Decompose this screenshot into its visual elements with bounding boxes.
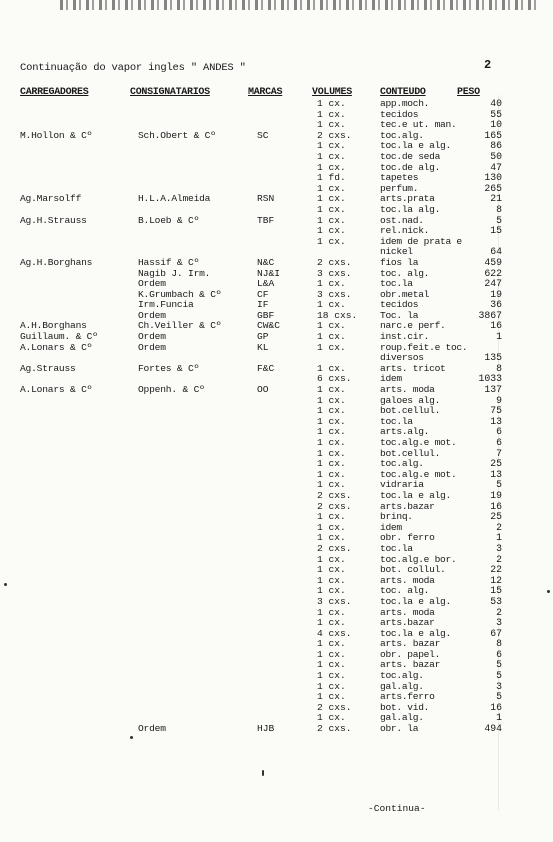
volumes-cell: 1 cx.	[317, 479, 346, 491]
volumes-cell: 3 cxs.	[317, 288, 352, 300]
weight-cell: 2	[496, 606, 502, 618]
mark-cell: HJB	[257, 723, 275, 735]
shipper-cell: M.Hollon & Cº	[20, 129, 93, 141]
shipper-cell: A.H.Borghans	[20, 320, 87, 332]
mark-cell: F&C	[257, 362, 275, 374]
weight-cell: 135	[484, 352, 502, 364]
table-row	[0, 173, 553, 184]
volumes-cell: 1 cx.	[317, 119, 346, 131]
table-row	[0, 427, 553, 438]
volumes-cell: 1 cx.	[317, 299, 346, 311]
contents-cell: gal.alg.	[380, 712, 424, 724]
scan-speck	[262, 770, 264, 776]
volumes-cell: 1 cx.	[317, 98, 346, 109]
contents-cell: arts.prata	[380, 193, 435, 205]
weight-cell: 22	[490, 564, 502, 576]
weight-cell: 13	[490, 415, 502, 427]
volumes-cell: 1 cx.	[317, 585, 346, 597]
contents-cell: arts.alg.	[380, 426, 430, 438]
weight-cell: 6	[496, 648, 502, 660]
volumes-cell: 1 cx.	[317, 415, 346, 427]
contents-cell: toc.de alg.	[380, 161, 441, 173]
contents-cell: bot. vid.	[380, 701, 430, 713]
consignee-cell: H.L.A.Almeida	[138, 193, 211, 205]
table-row	[0, 533, 553, 544]
volumes-cell: 1 cx.	[317, 712, 346, 724]
volumes-cell: 1 cx.	[317, 680, 346, 692]
contents-cell: bot.cellul.	[380, 405, 441, 417]
contents-cell: toc.alg.	[380, 458, 424, 470]
consignee-cell: Ordem	[138, 341, 166, 353]
contents-cell: perfum.	[380, 182, 419, 194]
table-row	[0, 353, 553, 364]
weight-cell: 16	[490, 500, 502, 512]
table-row	[0, 523, 553, 534]
contents-cell: toc.alg.	[380, 129, 424, 141]
mark-cell: GBF	[257, 309, 275, 321]
weight-cell: 2	[496, 521, 502, 533]
table-row	[0, 586, 553, 597]
table-row	[0, 512, 553, 523]
volumes-cell: 2 cxs.	[317, 723, 352, 735]
table-row	[0, 438, 553, 449]
table-row	[0, 544, 553, 555]
column-header-marcas: MARCAS	[248, 87, 283, 98]
consignee-cell: Ordem	[138, 723, 166, 735]
column-header-peso: PESO	[457, 87, 480, 98]
volumes-cell: 1 cx.	[317, 331, 346, 343]
contents-cell: idem	[380, 521, 402, 533]
table-row	[0, 184, 553, 195]
volumes-cell: 1 cx.	[317, 638, 346, 650]
shipper-cell: Ag.H.Strauss	[20, 214, 87, 226]
table-row	[0, 237, 553, 248]
weight-cell: 3867	[478, 309, 502, 321]
table-row	[0, 131, 553, 142]
table-row	[0, 459, 553, 470]
contents-cell: rel.nick.	[380, 225, 430, 237]
volumes-cell: 2 cxs.	[317, 701, 352, 713]
table-row	[0, 290, 553, 301]
contents-cell: toc.la	[380, 415, 413, 427]
scan-speck	[4, 583, 7, 586]
table-row	[0, 385, 553, 396]
mark-cell: IF	[257, 299, 269, 311]
volumes-cell: 1 cx.	[317, 108, 346, 120]
page-title: Continuação do vapor ingles " ANDES "	[20, 62, 246, 74]
volumes-cell: 1 cx.	[317, 458, 346, 470]
contents-cell: arts. moda	[380, 384, 435, 396]
weight-cell: 165	[484, 129, 502, 141]
contents-cell: galoes alg.	[380, 394, 441, 406]
contents-cell: arts. bazar	[380, 659, 441, 671]
consignee-cell: Sch.Obert & Cº	[138, 129, 216, 141]
consignee-cell: Ch.Veiller & Cº	[138, 320, 222, 332]
table-row	[0, 152, 553, 163]
contents-cell: brinq.	[380, 511, 413, 523]
weight-cell: 40	[490, 98, 502, 109]
contents-cell: arts. tricot	[380, 362, 446, 374]
table-row	[0, 226, 553, 237]
table-row	[0, 449, 553, 460]
weight-cell: 7	[496, 447, 502, 459]
weight-cell: 1033	[478, 373, 502, 385]
contents-cell: roup.feit.e toc.	[380, 341, 468, 353]
weight-cell: 67	[490, 627, 502, 639]
mark-cell: CW&C	[257, 320, 281, 332]
weight-cell: 130	[484, 172, 502, 184]
table-row	[0, 258, 553, 269]
volumes-cell: 1 cx.	[317, 564, 346, 576]
contents-cell: tapetes	[380, 172, 419, 184]
contents-cell: app.moch.	[380, 98, 430, 109]
table-row	[0, 502, 553, 513]
weight-cell: 15	[490, 225, 502, 237]
table-row	[0, 660, 553, 671]
table-row	[0, 713, 553, 724]
contents-cell: arts.ferro	[380, 691, 435, 703]
column-header-volumes: VOLUMES	[312, 87, 352, 98]
table-row	[0, 480, 553, 491]
contents-cell: diversos	[380, 352, 424, 364]
manifest-table	[0, 99, 553, 735]
contents-cell: tec.e ut. man.	[380, 119, 457, 131]
contents-cell: toc.alg.e bor.	[380, 553, 457, 565]
contents-cell: tecidos	[380, 299, 419, 311]
contents-cell: toc.la	[380, 278, 413, 290]
volumes-cell: 1 cx.	[317, 691, 346, 703]
mark-cell: RSN	[257, 193, 275, 205]
weight-cell: 137	[484, 384, 502, 396]
weight-cell: 13	[490, 468, 502, 480]
weight-cell: 1	[496, 712, 502, 724]
column-header-consignatarios: CONSIGNATARIOS	[130, 87, 210, 98]
volumes-cell: 18 cxs.	[317, 309, 358, 321]
weight-cell: 5	[496, 214, 502, 226]
weight-cell: 21	[490, 193, 502, 205]
mark-cell: GP	[257, 331, 269, 343]
consignee-cell: Ordem	[138, 309, 166, 321]
contents-cell: fios la	[380, 256, 419, 268]
shipper-cell: Ag.Strauss	[20, 362, 76, 374]
volumes-cell: 1 cx.	[317, 182, 346, 194]
contents-cell: toc.alg.e mot.	[380, 468, 457, 480]
consignee-cell: B.Loeb & Cº	[138, 214, 200, 226]
volumes-cell: 1 cx.	[317, 659, 346, 671]
volumes-cell: 1 cx.	[317, 362, 346, 374]
table-row	[0, 163, 553, 174]
contents-cell: arts. moda	[380, 606, 435, 618]
contents-cell: idem de prata e	[380, 235, 462, 247]
contents-cell: toc. alg.	[380, 585, 430, 597]
mark-cell: L&A	[257, 278, 275, 290]
consignee-cell: Ordem	[138, 331, 166, 343]
volumes-cell: 1 cx.	[317, 532, 346, 544]
table-row	[0, 671, 553, 682]
weight-cell: 6	[496, 437, 502, 448]
table-row	[0, 194, 553, 205]
volumes-cell: 2 cxs.	[317, 129, 352, 141]
volumes-cell: 3 cxs.	[317, 267, 352, 279]
contents-cell: toc.la e alg.	[380, 140, 451, 152]
weight-cell: 50	[490, 150, 502, 162]
mark-cell: KL	[257, 341, 269, 353]
weight-cell: 16	[490, 701, 502, 713]
volumes-cell: 1 cx.	[317, 617, 346, 629]
table-row	[0, 406, 553, 417]
weight-cell: 53	[490, 595, 502, 607]
weight-cell: 25	[490, 458, 502, 470]
volumes-cell: 1 cx.	[317, 161, 346, 173]
mark-cell: N&C	[257, 256, 275, 268]
table-row	[0, 597, 553, 608]
weight-cell: 55	[490, 108, 502, 120]
volumes-cell: 3 cxs.	[317, 595, 352, 607]
table-row	[0, 300, 553, 311]
volumes-cell: 6 cxs.	[317, 373, 352, 385]
consignee-cell: Hassif & Cº	[138, 256, 200, 268]
volumes-cell: 1 cx.	[317, 468, 346, 480]
table-row	[0, 629, 553, 640]
volumes-cell: 1 cx.	[317, 150, 346, 162]
contents-cell: arts.bazar	[380, 617, 435, 629]
contents-cell: narc.e perf.	[380, 320, 446, 332]
volumes-cell: 1 cx.	[317, 574, 346, 586]
weight-cell: 9	[496, 394, 502, 406]
volumes-cell: 1 cx.	[317, 426, 346, 438]
column-header-carregadores: CARREGADORES	[20, 87, 89, 98]
table-row	[0, 141, 553, 152]
contents-cell: toc.alg.	[380, 670, 424, 682]
weight-cell: 8	[496, 203, 502, 215]
table-row	[0, 703, 553, 714]
table-row	[0, 576, 553, 587]
volumes-cell: 1 cx.	[317, 235, 346, 247]
contents-cell: obr. la	[380, 723, 419, 735]
shipper-cell: Ag.Marsolff	[20, 193, 82, 205]
volumes-cell: 1 cx.	[317, 341, 346, 353]
consignee-cell: Oppenh. & Cº	[138, 384, 205, 396]
weight-cell: 86	[490, 140, 502, 152]
weight-cell: 64	[490, 246, 502, 258]
consignee-cell: Irm.Funcia	[138, 299, 194, 311]
table-row	[0, 216, 553, 227]
mark-cell: TBF	[257, 214, 275, 226]
column-header-conteudo: CONTEUDO	[380, 87, 426, 98]
table-row	[0, 565, 553, 576]
weight-cell: 5	[496, 479, 502, 491]
weight-cell: 3	[496, 680, 502, 692]
weight-cell: 75	[490, 405, 502, 417]
table-row	[0, 396, 553, 407]
volumes-cell: 4 cxs.	[317, 627, 352, 639]
table-row	[0, 608, 553, 619]
mark-cell: CF	[257, 288, 269, 300]
consignee-cell: K.Grumbach & Cº	[138, 288, 222, 300]
table-row	[0, 364, 553, 375]
weight-cell: 12	[490, 574, 502, 586]
volumes-cell: 2 cxs.	[317, 500, 352, 512]
consignee-cell: Nagib J. Irm.	[138, 267, 211, 279]
volumes-cell: 1 cx.	[317, 214, 346, 226]
volumes-cell: 1 cx.	[317, 320, 346, 332]
table-row	[0, 470, 553, 481]
weight-cell: 19	[490, 288, 502, 300]
consignee-cell: Ordem	[138, 278, 166, 290]
contents-cell: nickel	[380, 246, 413, 258]
table-row	[0, 491, 553, 502]
volumes-cell: 1 cx.	[317, 278, 346, 290]
volumes-cell: 1 cx.	[317, 511, 346, 523]
mark-cell: SC	[257, 129, 269, 141]
contents-cell: arts. moda	[380, 574, 435, 586]
table-row	[0, 417, 553, 428]
volumes-cell: 1 cx.	[317, 384, 346, 396]
volumes-cell: 1 cx.	[317, 648, 346, 660]
shipper-cell: A.Lonars & Cº	[20, 341, 93, 353]
volumes-cell: 2 cxs.	[317, 256, 352, 268]
mark-cell: NJ&I	[257, 267, 281, 279]
table-row	[0, 99, 553, 110]
contents-cell: obr. papel.	[380, 648, 441, 660]
weight-cell: 10	[490, 119, 502, 131]
contents-cell: toc.la e alg.	[380, 489, 451, 501]
weight-cell: 3	[496, 542, 502, 554]
contents-cell: toc.la	[380, 542, 413, 554]
consignee-cell: Fortes & Cº	[138, 362, 200, 374]
contents-cell: gal.alg.	[380, 680, 424, 692]
contents-cell: arts.bazar	[380, 500, 435, 512]
volumes-cell: 1 cx.	[317, 405, 346, 417]
weight-cell: 16	[490, 320, 502, 332]
scan-speck	[130, 736, 133, 739]
volumes-cell: 1 cx.	[317, 140, 346, 152]
table-row	[0, 639, 553, 650]
contents-cell: toc.de seda	[380, 150, 441, 162]
contents-cell: toc.la e alg.	[380, 595, 451, 607]
volumes-cell: 1 cx.	[317, 225, 346, 237]
weight-cell: 494	[484, 723, 502, 735]
volumes-cell: 2 cxs.	[317, 542, 352, 554]
weight-cell: 19	[490, 489, 502, 501]
contents-cell: toc.la alg.	[380, 203, 441, 215]
shipper-cell: Guillaum. & Cº	[20, 331, 98, 343]
volumes-cell: 1 fd.	[317, 172, 346, 184]
mark-cell: OO	[257, 384, 269, 396]
weight-cell: 6	[496, 426, 502, 438]
weight-cell: 47	[490, 161, 502, 173]
weight-cell: 622	[484, 267, 502, 279]
weight-cell: 3	[496, 617, 502, 629]
continuation-note: -Continua-	[368, 803, 426, 814]
weight-cell: 247	[484, 278, 502, 290]
contents-cell: tecidos	[380, 108, 419, 120]
contents-cell: obr. ferro	[380, 532, 435, 544]
contents-cell: toc.alg.e mot.	[380, 437, 457, 448]
table-row	[0, 650, 553, 661]
volumes-cell: 1 cx.	[317, 606, 346, 618]
weight-cell: 15	[490, 585, 502, 597]
weight-cell: 459	[484, 256, 502, 268]
table-row	[0, 205, 553, 216]
weight-cell: 36	[490, 299, 502, 311]
table-row	[0, 110, 553, 121]
volumes-cell: 1 cx.	[317, 521, 346, 533]
weight-cell: 25	[490, 511, 502, 523]
weight-cell: 1	[496, 532, 502, 544]
contents-cell: vidraria	[380, 479, 424, 491]
volumes-cell: 1 cx.	[317, 203, 346, 215]
table-row	[0, 682, 553, 693]
volumes-cell: 1 cx.	[317, 394, 346, 406]
table-row	[0, 618, 553, 629]
volumes-cell: 2 cxs.	[317, 489, 352, 501]
weight-cell: 1	[496, 331, 502, 343]
table-row	[0, 724, 553, 735]
contents-cell: idem	[380, 373, 402, 385]
scan-speck	[547, 590, 550, 593]
weight-cell: 265	[484, 182, 502, 194]
volumes-cell: 1 cx.	[317, 193, 346, 205]
contents-cell: toc.la e alg.	[380, 627, 451, 639]
weight-cell: 5	[496, 670, 502, 682]
shipper-cell: A.Lonars & Cº	[20, 384, 93, 396]
contents-cell: ost.nad.	[380, 214, 424, 226]
contents-cell: bot. collul.	[380, 564, 446, 576]
contents-cell: toc. alg.	[380, 267, 430, 279]
contents-cell: inst.cir.	[380, 331, 430, 343]
table-row	[0, 555, 553, 566]
volumes-cell: 1 cx.	[317, 447, 346, 459]
weight-cell: 5	[496, 691, 502, 703]
table-row	[0, 343, 553, 354]
volumes-cell: 1 cx.	[317, 553, 346, 565]
scan-edge-noise	[60, 0, 540, 10]
volumes-cell: 1 cx.	[317, 670, 346, 682]
weight-cell: 5	[496, 659, 502, 671]
page-number: 2	[484, 58, 492, 72]
table-row	[0, 692, 553, 703]
table-row	[0, 269, 553, 280]
weight-cell: 8	[496, 362, 502, 374]
contents-cell: bot.cellul.	[380, 447, 441, 459]
weight-cell: 8	[496, 638, 502, 650]
contents-cell: arts. bazar	[380, 638, 441, 650]
volumes-cell: 1 cx.	[317, 437, 346, 448]
contents-cell: obr.metal	[380, 288, 430, 300]
shipper-cell: Ag.H.Borghans	[20, 256, 93, 268]
table-row	[0, 279, 553, 290]
weight-cell: 2	[496, 553, 502, 565]
contents-cell: Toc. la	[380, 309, 419, 321]
